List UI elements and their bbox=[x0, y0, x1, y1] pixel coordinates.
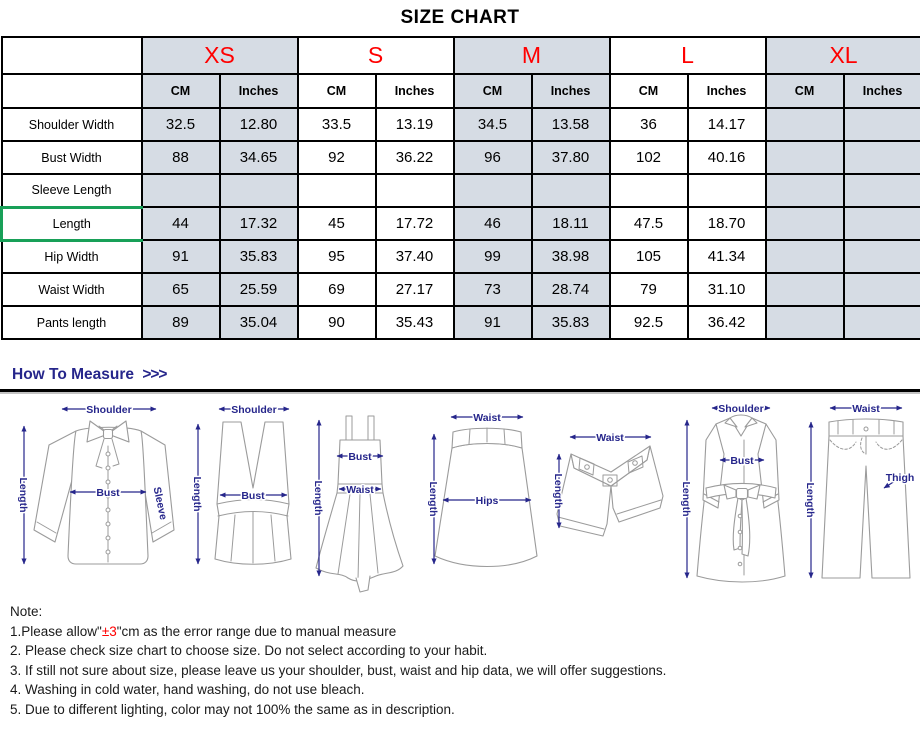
size-cell bbox=[766, 174, 844, 207]
size-cell: 65 bbox=[142, 273, 220, 306]
table-row bbox=[2, 240, 920, 273]
size-cell: 90 bbox=[298, 306, 376, 339]
size-cell: 47.5 bbox=[610, 207, 688, 240]
size-cell bbox=[766, 141, 844, 174]
table-row-selected bbox=[2, 207, 920, 240]
size-cell bbox=[766, 207, 844, 240]
notes-section bbox=[10, 602, 920, 719]
row-label-selected: Length bbox=[2, 207, 142, 240]
size-cell: 46 bbox=[454, 207, 532, 240]
size-cell: 40.16 bbox=[688, 141, 766, 174]
blouse-figure bbox=[4, 396, 179, 593]
triple-chevron-icon: >>> bbox=[142, 366, 167, 383]
size-cell: 38.98 bbox=[532, 240, 610, 273]
size-cell: 37.40 bbox=[376, 240, 454, 273]
coat-bust-label: Bust bbox=[730, 455, 754, 467]
unit-header-row bbox=[2, 74, 920, 108]
corner-cell bbox=[2, 74, 142, 108]
note-item-5: 5. Due to different lighting, color may not 100% the same as in description. bbox=[10, 701, 455, 717]
size-cell: 35.83 bbox=[532, 306, 610, 339]
size-cell: 92 bbox=[298, 141, 376, 174]
size-cell bbox=[844, 306, 920, 339]
note-item-3: 3. If still not sure about size, please leave us your shoulder, bust, waist and hip data, we will offer suggestions. bbox=[10, 662, 667, 678]
size-cell bbox=[376, 174, 454, 207]
size-cell bbox=[766, 306, 844, 339]
size-cell: 41.34 bbox=[688, 240, 766, 273]
shorts-waist-label: Waist bbox=[595, 432, 624, 444]
size-cell bbox=[688, 174, 766, 207]
size-cell bbox=[844, 108, 920, 141]
shorts-drawing bbox=[557, 446, 663, 536]
shorts-length-label: Length bbox=[551, 473, 564, 509]
size-cell bbox=[844, 141, 920, 174]
size-cell: 27.17 bbox=[376, 273, 454, 306]
measurement-figures bbox=[0, 394, 920, 593]
vest-shoulder-label: Shoulder bbox=[230, 404, 277, 416]
unit-header: CM bbox=[766, 74, 844, 108]
note-item-4: 4. Washing in cold water, hand washing, do not use bleach. bbox=[10, 682, 365, 697]
coat-figure bbox=[670, 396, 792, 593]
dress-drawing bbox=[316, 416, 403, 592]
dress-figure bbox=[306, 396, 411, 593]
size-header-xs: XS bbox=[142, 37, 298, 74]
size-cell bbox=[844, 273, 920, 306]
pants-thigh-label: Thigh bbox=[885, 472, 915, 484]
coat-drawing bbox=[697, 415, 785, 582]
size-cell: 92.5 bbox=[610, 306, 688, 339]
size-cell bbox=[766, 108, 844, 141]
size-cell: 36.42 bbox=[688, 306, 766, 339]
shorts-figure bbox=[547, 396, 667, 593]
unit-header: Inches bbox=[688, 74, 766, 108]
size-cell bbox=[532, 174, 610, 207]
row-label: Bust Width bbox=[2, 141, 142, 174]
row-label: Hip Width bbox=[2, 240, 142, 273]
unit-header: Inches bbox=[844, 74, 920, 108]
size-cell: 37.80 bbox=[532, 141, 610, 174]
size-cell bbox=[142, 174, 220, 207]
size-header-xl: XL bbox=[766, 37, 920, 74]
size-cell: 35.43 bbox=[376, 306, 454, 339]
vest-figure bbox=[183, 396, 303, 593]
table-row bbox=[2, 174, 920, 207]
size-cell: 36.22 bbox=[376, 141, 454, 174]
size-cell: 35.04 bbox=[220, 306, 298, 339]
size-cell: 69 bbox=[298, 273, 376, 306]
size-cell: 36 bbox=[610, 108, 688, 141]
size-cell: 44 bbox=[142, 207, 220, 240]
size-cell bbox=[454, 174, 532, 207]
note-item-1 bbox=[10, 622, 920, 642]
size-cell: 96 bbox=[454, 141, 532, 174]
table-row bbox=[2, 108, 920, 141]
size-cell: 88 bbox=[142, 141, 220, 174]
how-to-measure-text: How To Measure bbox=[12, 366, 135, 383]
size-cell: 79 bbox=[610, 273, 688, 306]
skirt-length-label: Length bbox=[426, 481, 439, 517]
vest-bust-label: Bust bbox=[240, 490, 265, 502]
table-row bbox=[2, 306, 920, 339]
size-cell: 91 bbox=[142, 240, 220, 273]
size-cell: 25.59 bbox=[220, 273, 298, 306]
blouse-shoulder-label: Shoulder bbox=[86, 404, 132, 416]
page-title: SIZE CHART bbox=[400, 7, 520, 28]
size-cell bbox=[220, 174, 298, 207]
unit-header: Inches bbox=[220, 74, 298, 108]
pants-figure bbox=[796, 396, 916, 593]
size-cell: 91 bbox=[454, 306, 532, 339]
unit-header: Inches bbox=[532, 74, 610, 108]
coat-shoulder-label: Shoulder bbox=[718, 403, 765, 415]
table-row bbox=[2, 273, 920, 306]
size-cell bbox=[844, 174, 920, 207]
size-cell bbox=[844, 207, 920, 240]
size-header-row bbox=[2, 37, 920, 74]
size-cell: 33.5 bbox=[298, 108, 376, 141]
skirt-figure bbox=[415, 396, 543, 593]
size-cell: 99 bbox=[454, 240, 532, 273]
size-cell: 18.70 bbox=[688, 207, 766, 240]
blouse-bust-label: Bust bbox=[96, 487, 120, 499]
unit-header: CM bbox=[454, 74, 532, 108]
size-cell: 31.10 bbox=[688, 273, 766, 306]
pants-length-label: Length bbox=[803, 482, 816, 518]
size-header-l: L bbox=[610, 37, 766, 74]
how-to-measure-heading bbox=[12, 364, 920, 385]
size-cell: 34.65 bbox=[220, 141, 298, 174]
row-label: Shoulder Width bbox=[2, 108, 142, 141]
size-chart-table bbox=[0, 36, 920, 340]
unit-header: CM bbox=[298, 74, 376, 108]
unit-header: CM bbox=[610, 74, 688, 108]
size-cell bbox=[766, 273, 844, 306]
size-cell: 73 bbox=[454, 273, 532, 306]
note-item-1-prefix: 1.Please allow" bbox=[10, 623, 102, 639]
blouse-sleeve-label: Sleeve bbox=[150, 485, 170, 521]
row-label: Waist Width bbox=[2, 273, 142, 306]
dress-waist-label: Waist bbox=[346, 484, 375, 496]
skirt-waist-label: Waist bbox=[473, 412, 501, 424]
corner-cell bbox=[2, 37, 142, 74]
vest-length-label: Length bbox=[190, 476, 203, 512]
size-cell bbox=[766, 240, 844, 273]
note-error-range: ±3 bbox=[101, 623, 117, 639]
pants-drawing bbox=[822, 419, 910, 578]
pants-waist-label: Waist bbox=[852, 403, 880, 415]
blouse-length-label: Length bbox=[17, 477, 29, 513]
size-cell: 105 bbox=[610, 240, 688, 273]
size-cell: 35.83 bbox=[220, 240, 298, 273]
size-cell: 28.74 bbox=[532, 273, 610, 306]
size-cell: 17.72 bbox=[376, 207, 454, 240]
size-cell: 18.11 bbox=[532, 207, 610, 240]
size-header-m: M bbox=[454, 37, 610, 74]
size-cell: 13.19 bbox=[376, 108, 454, 141]
size-cell: 14.17 bbox=[688, 108, 766, 141]
notes-heading: Note: bbox=[10, 604, 43, 619]
note-item-1-suffix: "cm as the error range due to manual measure bbox=[116, 623, 397, 639]
unit-header: CM bbox=[142, 74, 220, 108]
dress-length-label: Length bbox=[312, 480, 325, 516]
dress-bust-label: Bust bbox=[348, 451, 372, 463]
size-cell: 17.32 bbox=[220, 207, 298, 240]
row-label: Pants length bbox=[2, 306, 142, 339]
size-cell: 95 bbox=[298, 240, 376, 273]
size-cell bbox=[844, 240, 920, 273]
table-row bbox=[2, 141, 920, 174]
coat-length-label: Length bbox=[680, 481, 693, 517]
skirt-hips-label: Hips bbox=[475, 495, 499, 507]
size-cell bbox=[298, 174, 376, 207]
unit-header: Inches bbox=[376, 74, 454, 108]
size-cell: 32.5 bbox=[142, 108, 220, 141]
size-cell: 89 bbox=[142, 306, 220, 339]
note-item-2: 2. Please check size chart to choose size. Do not select according to your habit. bbox=[10, 643, 488, 658]
size-cell: 102 bbox=[610, 141, 688, 174]
size-cell: 13.58 bbox=[532, 108, 610, 141]
size-cell: 34.5 bbox=[454, 108, 532, 141]
size-cell: 12.80 bbox=[220, 108, 298, 141]
size-cell bbox=[610, 174, 688, 207]
size-cell: 45 bbox=[298, 207, 376, 240]
row-label: Sleeve Length bbox=[2, 174, 142, 207]
size-header-s: S bbox=[298, 37, 454, 74]
